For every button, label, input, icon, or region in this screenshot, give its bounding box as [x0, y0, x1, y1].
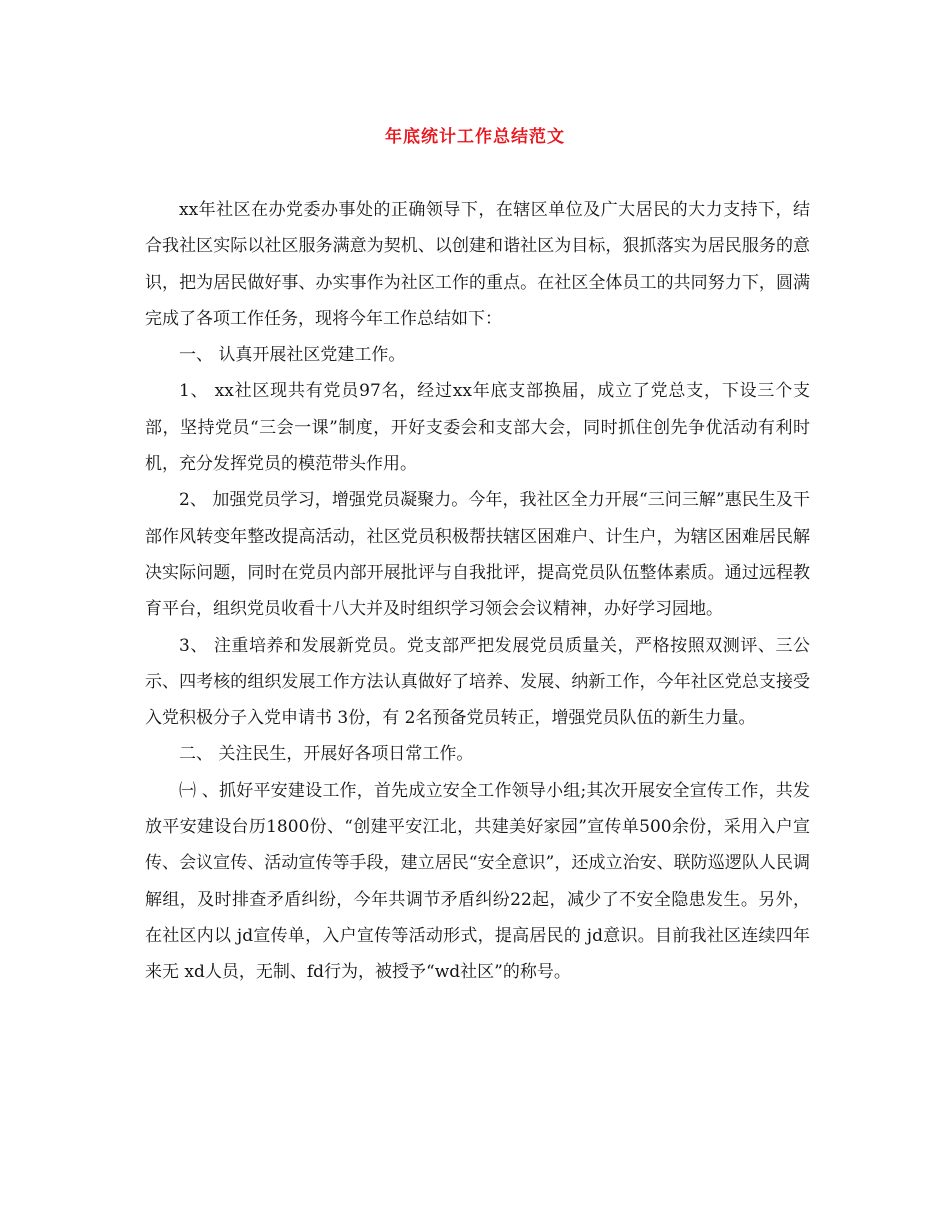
- paragraph-new-members: 3、 注重培养和发展新党员。党支部严把发展党员质量关，严格按照双测评、三公示、四考核的组织发展工作方法认真做好了培养、发展、纳新工作，今年社区党总支接受入党积极分子入党申请书 3份，有 2名预备党员转正，增强党员队伍的新生力量。: [145, 635, 810, 729]
- document-title: 年底统计工作总结范文: [385, 127, 565, 147]
- paragraph-member-study: 2、 加强党员学习，增强党员凝聚力。今年，我社区全力开展“三问三解”惠民生及干部作风转变年整改提高活动，社区党员积极帮扶辖区困难户、计生户，为辖区困难居民解决实际问题，同时在党员内部开展批评与自我批评，提高党员队伍整体素质。通过远程教育平台，组织党员收看十八大并及时组织学习领会会议精神，办好学习园地。: [145, 490, 810, 620]
- paragraph-intro: xx年社区在办党委办事处的正确领导下，在辖区单位及广大居民的大力支持下，结合我社区实际以社区服务满意为契机、以创建和谐社区为目标，狠抓落实为居民服务的意识，把为居民做好事、办实事作为社区工作的重点。在社区全体员工的共同努力下，圆满完成了各项工作任务，现将今年工作总结如下：: [145, 200, 810, 329]
- section-heading-party-building: 一、 认真开展社区党建工作。: [179, 345, 406, 366]
- section-heading-livelihood: 二、 关注民生，开展好各项日常工作。: [179, 744, 474, 765]
- document-body: [145, 192, 810, 991]
- paragraph-safety-work: ㈠ 、抓好平安建设工作，首先成立安全工作领导小组;其次开展安全宣传工作，共发放平安建设台历1800份、“创建平安江北，共建美好家园”宣传单500余份，采用入户宣传、会议宣传、活动宣传等手段，建立居民“安全意识”，还成立治安、联防巡逻队人民调解组，及时排查矛盾纠纷，今年共调节矛盾纠纷22起，减少了不安全隐患发生。另外，在社区内以 jd宣传单，入户宣传等活动形式，提高居民的 jd意识。目前我社区连续四年来无 xd人员，无制、fd行为，被授予“wd社区”的称号。: [145, 780, 810, 983]
- paragraph-party-members: 1、 xx社区现共有党员97名，经过xx年底支部换届，成立了党总支，下设三个支部，坚持党员“三会一课”制度，开好支委会和支部大会，同时抓住创先争优活动有利时机，充分发挥党员的模范带头作用。: [145, 381, 810, 475]
